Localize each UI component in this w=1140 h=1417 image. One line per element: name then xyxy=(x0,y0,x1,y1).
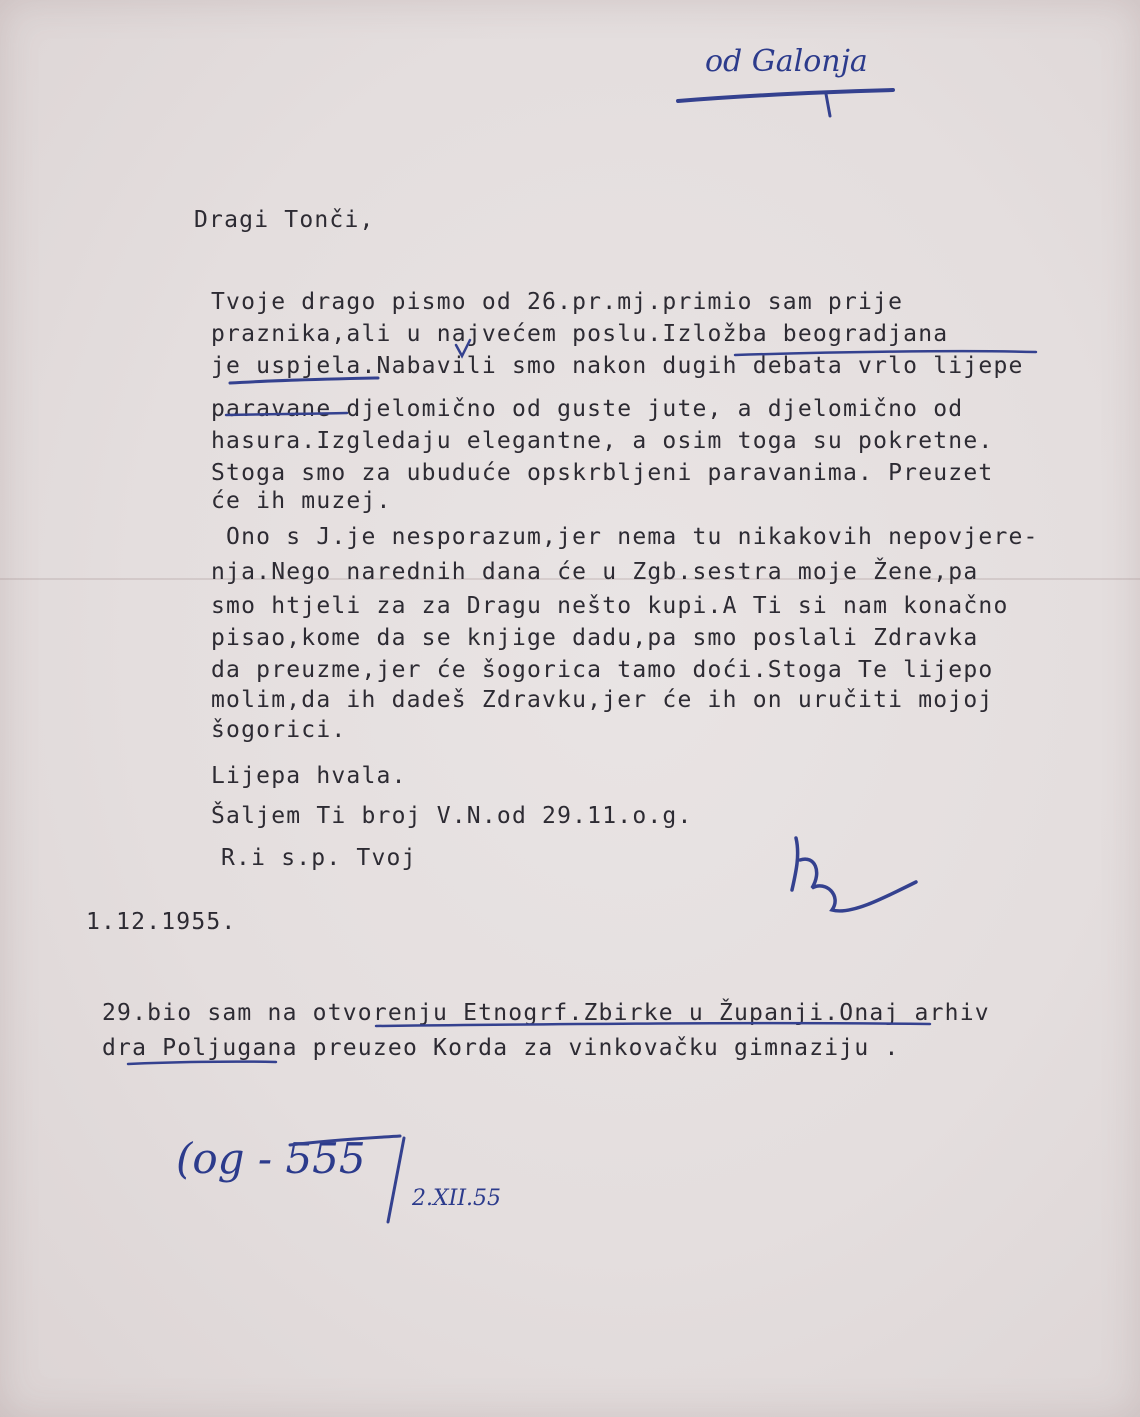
closing-line: Lijepa hvala. xyxy=(211,763,407,789)
paragraph-line: smo htjeli za za Dragu nešto kupi.A Ti si nam konačno xyxy=(211,593,1009,619)
postscript-line: dra Poljugana preuzeo Korda za vinkovačku gimnaziju . xyxy=(102,1035,900,1061)
letter-date: 1.12.1955. xyxy=(86,909,237,935)
paragraph-line: Stoga smo za ubuduće opskrbljeni paravanima. Preuzet xyxy=(211,460,994,486)
paragraph-line: praznika,ali u najvećem poslu.Izložba beogradjana xyxy=(211,321,949,347)
paragraph-line: molim,da ih dadeš Zdravku,jer će ih on uručiti mojoj xyxy=(211,687,994,713)
regards: R.i s.p. Tvoj xyxy=(221,845,417,871)
paragraph-line: će ih muzej. xyxy=(211,488,392,514)
salutation: Dragi Tonči, xyxy=(194,207,375,233)
archive-note-date: 2.XII.55 xyxy=(412,1186,502,1211)
paragraph-line: Ono s J.je nesporazum,jer nema tu nikakovih nepovjere- xyxy=(211,524,1039,550)
paragraph-line: Tvoje drago pismo od 26.pr.mj.primio sam prije xyxy=(211,289,904,315)
signature xyxy=(792,838,916,911)
paragraph-line: paravane djelomično od guste jute, a djelomično od xyxy=(211,396,964,422)
archive-slash xyxy=(388,1138,404,1222)
header-underline-tick xyxy=(826,94,830,116)
paragraph-line: nja.Nego narednih dana će u Zgb.sestra moje Žene,pa xyxy=(211,559,979,585)
postscript-line: 29.bio sam na otvorenju Etnogrf.Zbirke u Županji.Onaj arhiv xyxy=(102,1000,990,1026)
paragraph-line: je uspjela.Nabavili smo nakon dugih debata vrlo lijepe xyxy=(211,353,1024,379)
handwritten-header: od Galonja xyxy=(705,44,868,79)
closing-line: Šaljem Ti broj V.N.od 29.11.o.g. xyxy=(211,803,693,829)
archive-note-number: (og - 555 xyxy=(176,1134,366,1183)
paragraph-line: hasura.Izgledaju elegantne, a osim toga su pokretne. xyxy=(211,428,994,454)
header-underline xyxy=(678,90,893,101)
paragraph-line: šogorici. xyxy=(211,717,347,743)
paragraph-line: da preuzme,jer će šogorica tamo doći.Stoga Te lijepo xyxy=(211,657,994,683)
paragraph-line: pisao,kome da se knjige dadu,pa smo poslali Zdravka xyxy=(211,625,979,651)
